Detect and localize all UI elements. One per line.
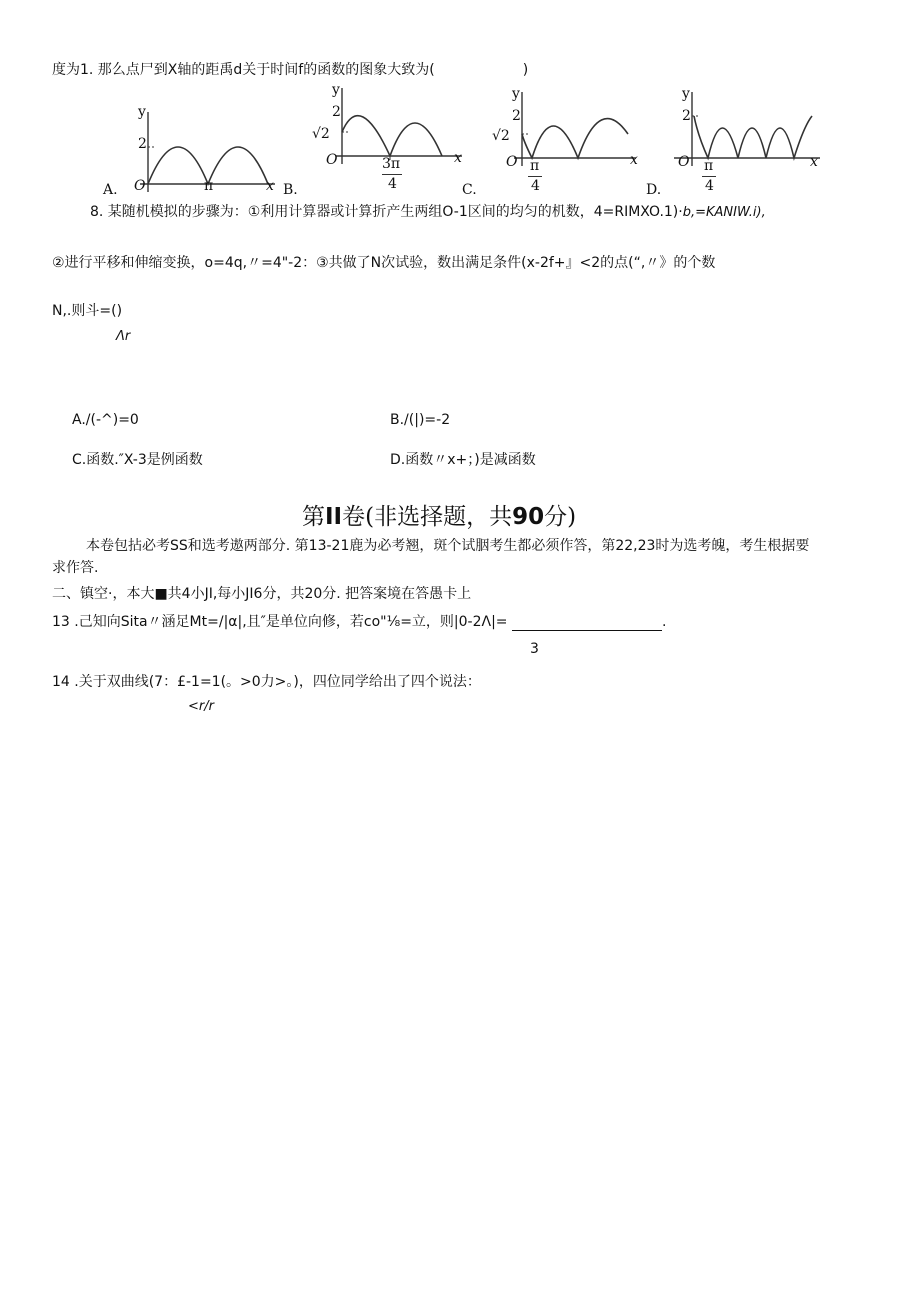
option-c: C.函数.″X-3是例函数 [72, 452, 203, 468]
q13-subscript: 3 [530, 641, 539, 657]
origin-label: O [326, 152, 338, 168]
graph-b-svg [282, 82, 472, 200]
section-desc-line1: 本卷包拈必考SS和选考遨两部分. 第13-21鹿为必考翘，斑个试胭考生都必须作答，第22,23时为选考魄，考生根据要 [86, 538, 810, 554]
xtick-denominator: 4 [388, 176, 397, 192]
graph-b [282, 82, 472, 200]
q8-fraction-fragment: Λr [116, 329, 131, 344]
xtick-label: π [204, 178, 214, 194]
ytick-label: 2 [138, 136, 147, 152]
origin-label: O [678, 154, 690, 170]
graph-d [640, 86, 830, 200]
xtick-denominator: 4 [705, 178, 714, 194]
part2-heading: 二、镇空·，本大■共4小JI,每小JI6分，共20分. 把答案境在答愚卡上 [52, 586, 472, 602]
q7-stem: 度为1. 那么点尸到X轴的距禹d关于时间f的函数的图象大致为( ) [52, 62, 529, 78]
xtick-fraction-bar [702, 176, 716, 177]
ytick2-label: √2 [312, 126, 330, 142]
option-d: D.函数〃x+；)是减函数 [390, 452, 536, 468]
xtick-fraction-bar [382, 174, 402, 175]
x-axis-label: x [810, 154, 818, 170]
q8-line2: ②进行平移和伸缩变换，o=4q,〃=4"-2：③共做了N次试验，数出满足条件(x-2f+』<2的点(“,〃》的个数 [52, 255, 716, 271]
ytick-label: 2 [512, 108, 521, 124]
xtick-fraction-bar [528, 176, 542, 177]
section-title: 第II卷(非选择题，共90分) [302, 504, 577, 530]
y-axis-label: y [682, 86, 690, 102]
option-a: A./(-^)=0 [72, 412, 139, 428]
graph-a [100, 100, 280, 200]
curve [694, 116, 812, 158]
y-axis-label: y [512, 86, 520, 102]
x-axis-label: x [266, 178, 274, 194]
xtick-numerator: π [704, 158, 714, 174]
answer-blank[interactable] [512, 616, 662, 631]
option-letter: C. [462, 182, 477, 198]
graph-c [460, 86, 650, 200]
xtick-denominator: 4 [531, 178, 540, 194]
graph-a-svg [100, 100, 280, 200]
ytick2-label: √2 [492, 128, 510, 144]
q8-line1: 8. 某随机模拟的步骤为：①利用计算器或计算折产生两组O-1区间的均匀的机数，4=RIMXO.1)·b,=KANIW.i), [90, 204, 766, 220]
q14: 14 .关于双曲线(7：£-1=1(。>0力>。)，四位同学给出了四个说法： [52, 674, 481, 690]
x-axis-label: x [630, 152, 638, 168]
y-axis-label: y [138, 104, 146, 120]
q8-line3: N,.则斗=() [52, 303, 123, 319]
ytick-label: 2 [682, 108, 691, 124]
section-desc-line2: 求作答. [52, 560, 99, 576]
y-axis-label: y [332, 82, 340, 98]
option-letter: A. [103, 182, 118, 198]
origin-label: O [506, 154, 518, 170]
graph-c-svg [460, 86, 650, 200]
curve [342, 116, 442, 156]
option-letter: D. [646, 182, 662, 198]
x-axis-label: x [454, 150, 462, 166]
xtick-numerator: 3π [382, 156, 401, 172]
curve [522, 119, 628, 158]
q13: 13 .己知向Sita〃涵足Mt=/|α|,且″是单位向修，若co"⅛=立，则|0-2Λ|= . [52, 614, 667, 630]
xtick-numerator: π [530, 158, 540, 174]
graph-d-svg [640, 86, 830, 200]
q14-fragment: <r/r [188, 699, 214, 714]
origin-label: O [134, 178, 146, 194]
option-b: B./(|)=-2 [390, 412, 451, 428]
option-letter: B. [283, 182, 298, 198]
ytick-label: 2 [332, 104, 341, 120]
